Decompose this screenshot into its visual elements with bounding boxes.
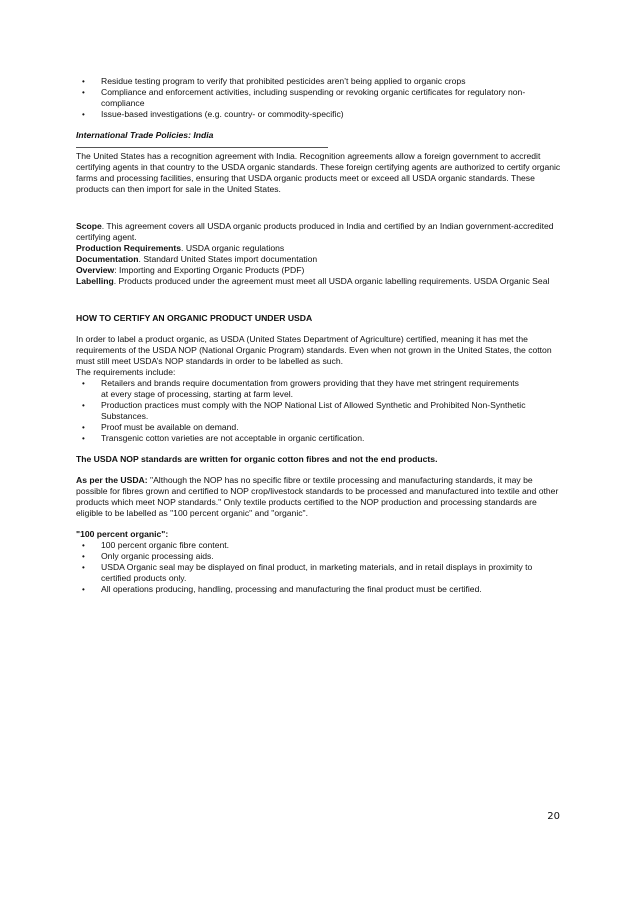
list-item: • Production practices must comply with the NOP National List of Allowed Synthetic and Prohibited Non-Synthetic Substances.	[82, 400, 526, 421]
list-item: • Compliance and enforcement activities, including suspending or revoking organic certificates for regulatory non-compliance	[82, 87, 526, 108]
india-section-title: International Trade Policies: India	[76, 130, 214, 140]
detail-documentation: Documentation. Standard United States import documentation	[76, 254, 318, 264]
detail-production-requirements: Production Requirements. USDA organic regulations	[76, 243, 285, 253]
list-item: • Proof must be available on demand.	[82, 422, 239, 432]
list-item: • All operations producing, handling, processing and manufacturing the final product must be certified.	[82, 584, 482, 594]
bullet-icon: •	[82, 563, 85, 572]
bullet-icon: •	[82, 585, 85, 594]
usda-quote-paragraph: As per the USDA: "Although the NOP has no specific fibre or textile processing and manufacturing standards, it may be possible for fibres grown and certified to NOP crop/livestock standards to be processed and manufactured into textile and other products which meet NOP standards." Only textile products certified to the NOP production and processing standards are eligible to be labelled as "100 percent organic" and "organic".	[76, 475, 559, 518]
list-item: • 100 percent organic fibre content.	[82, 540, 230, 550]
bullet-icon: •	[82, 434, 85, 443]
page-number: 20	[547, 811, 560, 822]
detail-overview: Overview: Importing and Exporting Organic Products (PDF)	[76, 265, 305, 275]
bullet-icon: •	[82, 379, 85, 388]
detail-scope: Scope. This agreement covers all USDA organic products produced in India and certified by an Indian government-accredited certifying agent.	[76, 221, 554, 242]
document-page	[76, 76, 562, 595]
certify-paragraph: In order to label a product organic, as USDA (United States Department of Agriculture) certified, meaning it has met the requirements of the USDA NOP (National Organic Program) standards. Even when not grown in the United States, the cotton must still meet USDA’s NOP standards in order to be labelled as such.	[76, 334, 552, 366]
bullet-icon: •	[82, 541, 85, 550]
title-underline	[76, 141, 328, 148]
list-item: • Residue testing program to verify that prohibited pesticides aren’t being applied to organic crops	[82, 76, 466, 86]
nop-statement: The USDA NOP standards are written for organic cotton fibres and not the end products.	[76, 454, 438, 464]
monitoring-activities-list	[76, 76, 562, 120]
bullet-icon: •	[82, 110, 85, 119]
requirements-list	[76, 378, 562, 444]
list-item: • Only organic processing aids.	[82, 551, 214, 561]
hundred-percent-heading: "100 percent organic":	[76, 529, 169, 539]
bullet-icon: •	[82, 423, 85, 432]
hundred-percent-list	[76, 540, 562, 595]
requirements-intro: The requirements include:	[76, 367, 176, 377]
detail-labelling: Labelling. Products produced under the agreement must meet all USDA organic labelling requirements. USDA Organic Seal	[76, 276, 550, 286]
india-agreement-paragraph: The United States has a recognition agreement with India. Recognition agreements allow a foreign government to accredit certifying agents in that country to the USDA organic standards. These foreign certifying agents are authorized to certify organic farms and processing facilities, ensuring that USDA organic products meet or exceed all USDA organic standards. These products can then import for sale in the United States.	[76, 151, 561, 194]
bullet-icon: •	[82, 401, 85, 410]
list-item: • Retailers and brands require documentation from growers providing that they have met stringent requirements at every stage of processing, starting at farm level.	[82, 378, 519, 399]
bullet-icon: •	[82, 552, 85, 561]
list-item: • Transgenic cotton varieties are not acceptable in organic certification.	[82, 433, 365, 443]
list-item: • Issue-based investigations (e.g. country- or commodity-specific)	[82, 109, 344, 119]
list-item: • USDA Organic seal may be displayed on final product, in marketing materials, and in retail displays in proximity to certified products only.	[82, 562, 533, 583]
certify-heading: HOW TO CERTIFY AN ORGANIC PRODUCT UNDER USDA	[76, 313, 313, 323]
bullet-icon: •	[82, 77, 85, 86]
bullet-icon: •	[82, 88, 85, 97]
agreement-details	[76, 221, 562, 287]
